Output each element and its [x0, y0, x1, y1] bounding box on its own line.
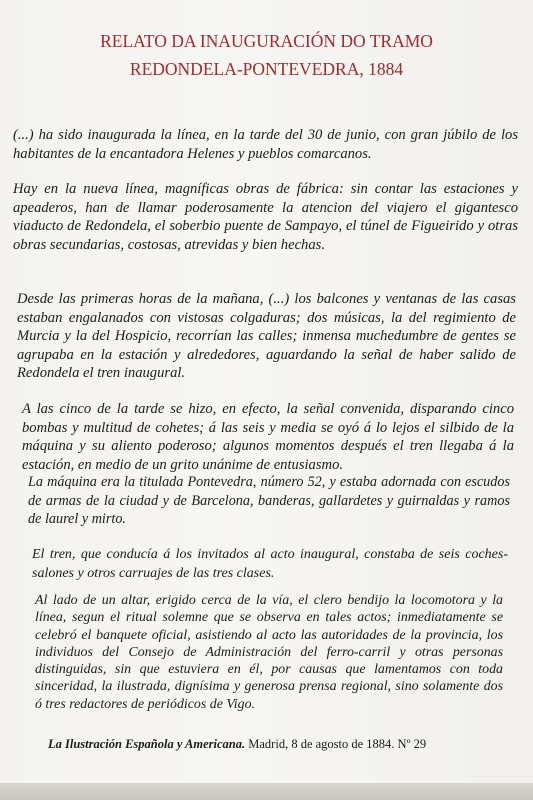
source-citation	[48, 737, 508, 752]
paragraph-1: (...) ha sido inaugurada la línea, en la tarde del 30 de junio, con gran júbilo de los habitantes de la encantadora Helenes y pueblos comarcanos.	[13, 127, 518, 162]
title-line-1: RELATO DA INAUGURACIÓN DO TRAMO	[100, 31, 433, 51]
floor-strip	[0, 783, 533, 800]
paragraph-4: A las cinco de la tarde se hizo, en efecto, la señal convenida, disparando cinco bombas y multitud de cohetes; á las seis y media se oyó á lo lejos el silbido de la máquina y su aliento poderoso; algunos momentos después el tren llegaba á la estación, en medio de un grito unánime de entusiasmo.	[22, 401, 514, 473]
paragraph-3: Desde las primeras horas de la mañana, (...) los balcones y ventanas de las casas estaban engalanados con vistosas colgaduras; dos músicas, la del regimiento de Murcia y la del Hospicio, recorrían las calles; inmensa muchedumbre de gentes se agrupaba en la estación y alrededores, aguardando la señal de haber salido de Redondela el tren inaugural.	[17, 291, 516, 382]
paragraph-5: La máquina era la titulada Pontevedra, número 52, y estaba adornada con escudos de armas de la ciudad y de Barcelona, banderas, gallardetes y guirnaldas y ramos de laurel y mirto.	[28, 474, 510, 528]
paragraph-6: El tren, que conducía á los invitados al acto inaugural, constaba de seis coches-salones y otros carruajes de las tres clases.	[32, 547, 508, 581]
paragraph-2: Hay en la nueva línea, magníficas obras de fábrica: sin contar las estaciones y apeaderos, han de llamar poderosamente la atencion del viajero el gigantesco viaducto de Redondela, el soberbio puente de Sampayo, el túnel de Figueirido y otras obras secundarias, costosas, atrevidas y bien hechas.	[13, 181, 518, 253]
publication-details: Madrid, 8 de agosto de 1884. Nº 29	[245, 737, 427, 751]
title-line-2: REDONDELA-PONTEVEDRA, 1884	[129, 59, 404, 79]
paragraph-7: Al lado de un altar, erigido cerca de la vía, el clero bendijo la locomotora y la línea, segun el ritual solemne que se observa en tales actos; inmediatamente se celebró el banquete oficial, asistiendo al acto las autoridades de la provincia, los individuos del Consejo de Administración del ferro-carril y otras personas distinguidas, sin que estuviera en él, por causas que lamentamos con toda sinceridad, la ilustrada, dignísima y generosa prensa regional, sino solamente dos ó tres redactores de periódicos de Vigo.	[35, 593, 503, 712]
publication-name: La Ilustración Española y Americana.	[48, 737, 246, 751]
